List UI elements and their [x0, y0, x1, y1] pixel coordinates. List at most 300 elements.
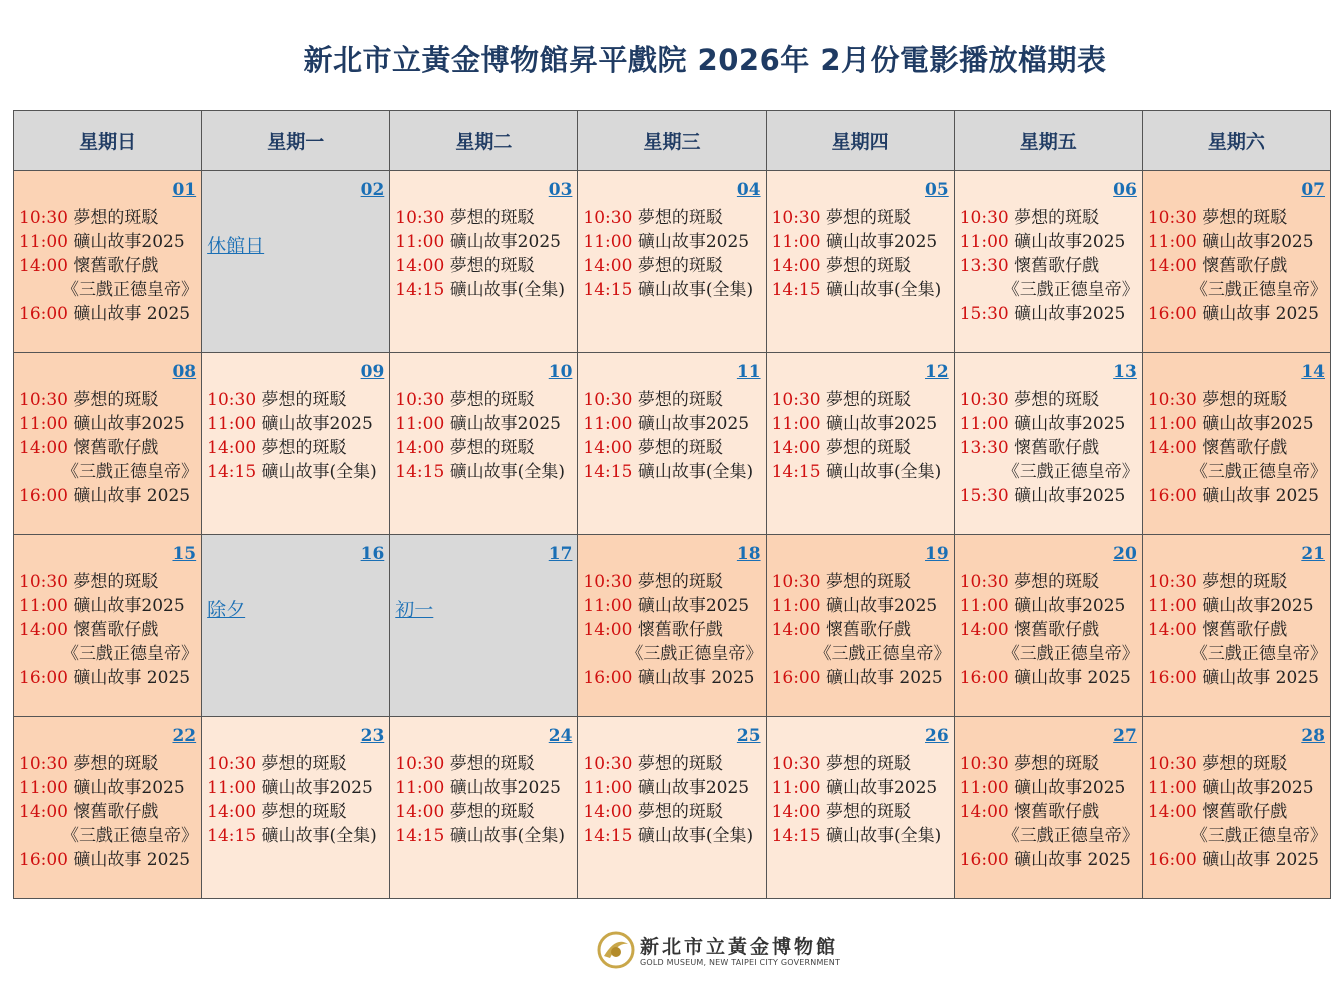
schedule-item — [1143, 254, 1330, 278]
schedule-item — [202, 436, 389, 460]
schedule-item — [1143, 752, 1330, 776]
show-time: 10:30 — [207, 754, 257, 774]
movie-title: 礦山故事2025 — [73, 596, 185, 616]
show-time: 11:00 — [207, 414, 257, 434]
day-number-link[interactable]: 08 — [172, 362, 197, 382]
movie-title: 礦山故事 2025 — [73, 486, 191, 506]
schedule-item — [14, 254, 201, 278]
closed-day-link[interactable]: 初一 — [395, 599, 434, 621]
movie-title: 夢想的斑駁 — [73, 754, 159, 774]
schedule-item — [955, 484, 1142, 508]
movie-title: 《三戲正德皇帝》 — [1002, 644, 1139, 664]
schedule-item — [578, 278, 765, 302]
movie-title: 礦山故事(全集) — [825, 826, 942, 846]
show-time: 11:00 — [583, 778, 633, 798]
movie-title: 懷舊歌仔戲 — [1202, 620, 1288, 640]
day-cell-15 — [14, 535, 201, 716]
movie-title: 礦山故事(全集) — [825, 280, 942, 300]
movie-title: 《三戲正德皇帝》 — [62, 644, 198, 664]
schedule-item — [1143, 206, 1330, 230]
day-cell-24 — [390, 717, 577, 898]
movie-title: 懷舊歌仔戲 — [1202, 256, 1288, 276]
movie-title: 礦山故事2025 — [261, 778, 373, 798]
show-time: 16:00 — [583, 668, 633, 688]
movie-title: 《三戲正德皇帝》 — [62, 826, 198, 846]
show-time: 10:30 — [583, 572, 633, 592]
day-number-link[interactable]: 28 — [1301, 726, 1325, 746]
schedule-item — [578, 776, 765, 800]
movie-title: 《三戲正德皇帝》 — [626, 644, 763, 664]
schedule-item — [955, 642, 1142, 666]
day-number-link[interactable]: 16 — [360, 544, 385, 564]
movie-title: 礦山故事2025 — [825, 596, 938, 616]
day-number-link[interactable]: 04 — [736, 180, 761, 200]
day-number-link[interactable]: 18 — [736, 544, 761, 564]
movie-title: 礦山故事(全集) — [637, 826, 754, 846]
schedule-item — [578, 618, 765, 642]
movie-title: 懷舊歌仔戲 — [1014, 802, 1100, 822]
day-cell-23 — [202, 717, 389, 898]
movie-title: 夢想的斑駁 — [73, 572, 159, 592]
day-cell-13 — [955, 353, 1142, 534]
day-number-link[interactable]: 10 — [548, 362, 573, 382]
logo-english-name: GOLD MUSEUM, NEW TAIPEI CITY GOVERNMENT — [640, 958, 841, 967]
movie-title: 礦山故事2025 — [1014, 778, 1126, 798]
day-cell-05 — [767, 171, 954, 352]
day-cell-03 — [390, 171, 577, 352]
schedule-item — [1143, 800, 1330, 824]
day-cell-17 — [390, 535, 577, 716]
day-number-link[interactable]: 03 — [548, 180, 573, 200]
show-time: 14:15 — [771, 280, 821, 300]
schedule-item — [955, 752, 1142, 776]
schedule-item — [14, 594, 201, 618]
show-time: 14:00 — [771, 620, 821, 640]
schedule-item — [767, 642, 954, 666]
movie-title: 礦山故事 2025 — [1014, 668, 1131, 688]
movie-title: 夢想的斑駁 — [1202, 572, 1288, 592]
day-cell-19 — [767, 535, 954, 716]
schedule-item — [767, 206, 954, 230]
schedule-item — [955, 436, 1142, 460]
schedule-item — [14, 776, 201, 800]
show-time: 10:30 — [583, 208, 633, 228]
show-time: 11:00 — [771, 596, 821, 616]
schedule-item — [1143, 388, 1330, 412]
movie-title: 夢想的斑駁 — [261, 390, 347, 410]
movie-title: 礦山故事(全集) — [637, 280, 754, 300]
movie-title: 夢想的斑駁 — [825, 802, 911, 822]
gold-museum-logo-icon — [596, 930, 636, 970]
schedule-item — [202, 412, 389, 436]
schedule-item — [202, 824, 389, 848]
movie-title: 《三戲正德皇帝》 — [1190, 826, 1327, 846]
schedule-item — [955, 278, 1142, 302]
day-cell-06 — [955, 171, 1142, 352]
schedule-item — [955, 460, 1142, 484]
show-time: 14:00 — [207, 802, 257, 822]
movie-title: 礦山故事 2025 — [1202, 486, 1319, 506]
day-number-link[interactable]: 27 — [1113, 726, 1137, 746]
schedule-item — [390, 278, 577, 302]
show-time: 11:00 — [771, 778, 821, 798]
schedule-item — [955, 824, 1142, 848]
schedule-item — [202, 776, 389, 800]
movie-title: 夢想的斑駁 — [449, 438, 535, 458]
show-time: 11:00 — [395, 414, 445, 434]
movie-title: 懷舊歌仔戲 — [73, 256, 159, 276]
schedule-item — [14, 388, 201, 412]
movie-title: 礦山故事 2025 — [1014, 850, 1131, 870]
show-time: 16:00 — [1147, 486, 1197, 506]
schedule-item — [955, 570, 1142, 594]
movie-title: 夢想的斑駁 — [825, 390, 911, 410]
schedule-item — [1143, 570, 1330, 594]
schedule-item — [14, 618, 201, 642]
day-cell-16 — [202, 535, 389, 716]
show-time: 14:00 — [583, 256, 633, 276]
movie-title: 礦山故事2025 — [1202, 232, 1314, 252]
schedule-item — [14, 666, 201, 690]
show-time: 11:00 — [1147, 778, 1197, 798]
day-number-link[interactable]: 26 — [925, 726, 949, 746]
movie-title: 夢想的斑駁 — [449, 256, 535, 276]
schedule-item — [578, 388, 765, 412]
movie-title: 礦山故事(全集) — [825, 462, 942, 482]
movie-title: 懷舊歌仔戲 — [637, 620, 723, 640]
movie-title: 礦山故事2025 — [449, 414, 561, 434]
day-number-link[interactable]: 07 — [1301, 180, 1325, 200]
movie-title: 《三戲正德皇帝》 — [1002, 462, 1139, 482]
schedule-item — [14, 278, 201, 302]
schedule-item — [955, 618, 1142, 642]
schedule-item — [767, 412, 954, 436]
show-time: 11:00 — [19, 778, 68, 798]
show-time: 14:00 — [19, 256, 68, 276]
schedule-item — [955, 776, 1142, 800]
closed-day-link[interactable]: 休館日 — [207, 235, 265, 257]
schedule-item — [955, 800, 1142, 824]
schedule-item — [202, 800, 389, 824]
show-time: 11:00 — [395, 778, 445, 798]
movie-title: 礦山故事2025 — [73, 232, 185, 252]
movie-title: 礦山故事2025 — [637, 414, 750, 434]
show-time: 16:00 — [959, 850, 1009, 870]
show-time: 11:00 — [959, 232, 1009, 252]
schedule-item — [14, 752, 201, 776]
movie-title: 礦山故事2025 — [73, 778, 185, 798]
show-time: 10:30 — [959, 754, 1009, 774]
movie-title: 夢想的斑駁 — [73, 390, 159, 410]
movie-title: 懷舊歌仔戲 — [1202, 438, 1288, 458]
day-cell-22 — [14, 717, 201, 898]
movie-title: 《三戲正德皇帝》 — [1190, 462, 1327, 482]
movie-title: 礦山故事 2025 — [1202, 304, 1319, 324]
show-time: 10:30 — [395, 754, 445, 774]
schedule-item — [578, 206, 765, 230]
day-cell-18 — [578, 535, 765, 716]
schedule-item — [767, 618, 954, 642]
page-title: 新北市立黃金博物館昇平戲院 2026年 2月份電影播放檔期表 — [303, 43, 1107, 77]
schedule-item — [767, 824, 954, 848]
day-number-link[interactable]: 13 — [1113, 362, 1137, 382]
movie-title: 《三戲正德皇帝》 — [1002, 826, 1139, 846]
movie-title: 夢想的斑駁 — [1202, 390, 1288, 410]
show-time: 10:30 — [959, 572, 1009, 592]
schedule-item — [578, 460, 765, 484]
day-number-link[interactable]: 15 — [172, 544, 197, 564]
movie-title: 《三戲正德皇帝》 — [1002, 280, 1139, 300]
movie-title: 夢想的斑駁 — [73, 208, 159, 228]
museum-logo — [596, 930, 841, 974]
day-number-link[interactable]: 25 — [736, 726, 761, 746]
schedule-item — [767, 594, 954, 618]
schedule-item — [390, 412, 577, 436]
show-time: 10:30 — [1147, 572, 1197, 592]
show-time: 14:00 — [1147, 620, 1197, 640]
movie-title: 礦山故事(全集) — [449, 826, 565, 846]
movie-title: 夢想的斑駁 — [449, 208, 535, 228]
schedule-item — [1143, 618, 1330, 642]
day-number-link[interactable]: 09 — [360, 362, 385, 382]
day-number-link[interactable]: 17 — [548, 544, 573, 564]
show-time: 16:00 — [1147, 668, 1197, 688]
schedule-item — [1143, 278, 1330, 302]
schedule-item — [767, 570, 954, 594]
day-cell-20 — [955, 535, 1142, 716]
movie-title: 夢想的斑駁 — [637, 572, 723, 592]
show-time: 16:00 — [19, 668, 68, 688]
movie-title: 夢想的斑駁 — [825, 438, 911, 458]
movie-title: 礦山故事 2025 — [73, 304, 191, 324]
calendar-grid — [13, 110, 1331, 899]
day-number-link[interactable]: 01 — [172, 180, 197, 200]
schedule-item — [955, 412, 1142, 436]
show-time: 16:00 — [1147, 850, 1197, 870]
movie-title: 礦山故事2025 — [637, 596, 750, 616]
schedule-item — [14, 848, 201, 872]
movie-title: 《三戲正德皇帝》 — [62, 462, 198, 482]
day-number-link[interactable]: 05 — [925, 180, 949, 200]
schedule-item — [767, 388, 954, 412]
show-time: 10:30 — [771, 390, 821, 410]
schedule-item — [1143, 412, 1330, 436]
show-time: 11:00 — [959, 778, 1009, 798]
movie-title: 夢想的斑駁 — [637, 754, 723, 774]
logo-chinese-name: 新北市立黃金博物館 — [640, 936, 839, 958]
day-cell-09 — [202, 353, 389, 534]
schedule-item — [14, 460, 201, 484]
movie-title: 夢想的斑駁 — [261, 754, 347, 774]
schedule-item — [767, 278, 954, 302]
show-time: 10:30 — [19, 572, 68, 592]
show-time: 10:30 — [771, 572, 821, 592]
movie-title: 夢想的斑駁 — [1014, 754, 1100, 774]
show-time: 10:30 — [1147, 754, 1197, 774]
movie-title: 夢想的斑駁 — [261, 802, 347, 822]
show-time: 14:00 — [583, 620, 633, 640]
show-time: 14:15 — [207, 826, 257, 846]
show-time: 14:00 — [771, 256, 821, 276]
show-time: 16:00 — [19, 850, 68, 870]
schedule-item — [578, 254, 765, 278]
show-time: 10:30 — [207, 390, 257, 410]
show-time: 11:00 — [19, 232, 68, 252]
movie-title: 礦山故事 2025 — [1202, 850, 1319, 870]
schedule-item — [14, 642, 201, 666]
show-time: 15:30 — [959, 304, 1009, 324]
weekday-header: 星期三 — [578, 111, 765, 170]
show-time: 11:00 — [19, 596, 68, 616]
movie-title: 礦山故事2025 — [1014, 232, 1126, 252]
weekday-header: 星期一 — [202, 111, 389, 170]
schedule-item — [14, 436, 201, 460]
day-cell-04 — [578, 171, 765, 352]
show-time: 14:15 — [395, 462, 445, 482]
movie-title: 懷舊歌仔戲 — [1014, 438, 1100, 458]
day-number-link[interactable]: 23 — [360, 726, 385, 746]
schedule-item — [767, 460, 954, 484]
schedule-item — [1143, 484, 1330, 508]
schedule-item — [390, 254, 577, 278]
day-number-link[interactable]: 12 — [925, 362, 949, 382]
schedule-item — [14, 570, 201, 594]
show-time: 14:00 — [395, 256, 445, 276]
movie-title: 懷舊歌仔戲 — [1014, 256, 1100, 276]
movie-title: 礦山故事2025 — [1014, 304, 1126, 324]
movie-title: 礦山故事2025 — [637, 778, 750, 798]
day-number-link[interactable]: 06 — [1113, 180, 1137, 200]
show-time: 10:30 — [959, 208, 1009, 228]
show-time: 14:15 — [207, 462, 257, 482]
day-number-link[interactable]: 24 — [548, 726, 573, 746]
day-number-link[interactable]: 02 — [360, 180, 385, 200]
schedule-item — [390, 776, 577, 800]
movie-title: 懷舊歌仔戲 — [73, 802, 159, 822]
show-time: 10:30 — [771, 754, 821, 774]
show-time: 11:00 — [1147, 232, 1197, 252]
movie-title: 夢想的斑駁 — [1014, 572, 1100, 592]
schedule-item — [955, 594, 1142, 618]
show-time: 16:00 — [771, 668, 821, 688]
show-time: 14:15 — [771, 826, 821, 846]
schedule-item — [390, 436, 577, 460]
schedule-item — [578, 824, 765, 848]
show-time: 11:00 — [959, 596, 1009, 616]
day-number-link[interactable]: 20 — [1113, 544, 1137, 564]
schedule-item — [578, 594, 765, 618]
show-time: 11:00 — [207, 778, 257, 798]
movie-title: 礦山故事(全集) — [449, 280, 565, 300]
schedule-item — [767, 436, 954, 460]
show-time: 15:30 — [959, 486, 1009, 506]
show-time: 14:00 — [19, 620, 68, 640]
day-cell-12 — [767, 353, 954, 534]
schedule-item — [1143, 460, 1330, 484]
schedule-item — [390, 206, 577, 230]
movie-title: 夢想的斑駁 — [1202, 208, 1288, 228]
movie-title: 《三戲正德皇帝》 — [62, 280, 198, 300]
schedule-item — [14, 412, 201, 436]
show-time: 14:00 — [1147, 802, 1197, 822]
show-time: 11:00 — [395, 232, 445, 252]
day-cell-27 — [955, 717, 1142, 898]
movie-title: 礦山故事2025 — [1014, 596, 1126, 616]
movie-title: 夢想的斑駁 — [637, 256, 723, 276]
day-cell-02 — [202, 171, 389, 352]
schedule-item — [14, 206, 201, 230]
show-time: 10:30 — [1147, 208, 1197, 228]
day-number-link[interactable]: 22 — [172, 726, 197, 746]
schedule-item — [578, 230, 765, 254]
movie-title: 礦山故事 2025 — [825, 668, 943, 688]
closed-day-link[interactable]: 除夕 — [207, 599, 246, 621]
day-cell-07 — [1143, 171, 1330, 352]
show-time: 13:30 — [959, 438, 1009, 458]
movie-title: 懷舊歌仔戲 — [73, 620, 159, 640]
movie-title: 夢想的斑駁 — [637, 438, 723, 458]
show-time: 14:00 — [395, 802, 445, 822]
day-cell-08 — [14, 353, 201, 534]
day-cell-10 — [390, 353, 577, 534]
show-time: 11:00 — [959, 414, 1009, 434]
movie-title: 礦山故事2025 — [1014, 486, 1126, 506]
show-time: 10:30 — [771, 208, 821, 228]
show-time: 14:15 — [395, 826, 445, 846]
show-time: 14:00 — [19, 438, 68, 458]
show-time: 16:00 — [19, 304, 68, 324]
weekday-header: 星期四 — [767, 111, 954, 170]
schedule-item — [202, 752, 389, 776]
schedule-item — [955, 302, 1142, 326]
show-time: 14:00 — [1147, 256, 1197, 276]
schedule-item — [390, 230, 577, 254]
schedule-item — [1143, 848, 1330, 872]
schedule-item — [390, 388, 577, 412]
schedule-item — [390, 824, 577, 848]
movie-title: 夢想的斑駁 — [261, 438, 347, 458]
day-cell-26 — [767, 717, 954, 898]
movie-title: 懷舊歌仔戲 — [1202, 802, 1288, 822]
schedule-item — [955, 254, 1142, 278]
movie-title: 礦山故事2025 — [825, 232, 938, 252]
day-number-link[interactable]: 19 — [925, 544, 949, 564]
schedule-item — [202, 460, 389, 484]
show-time: 10:30 — [583, 754, 633, 774]
schedule-item — [955, 206, 1142, 230]
day-cell-14 — [1143, 353, 1330, 534]
movie-title: 《三戲正德皇帝》 — [814, 644, 951, 664]
schedule-item — [767, 776, 954, 800]
show-time: 14:15 — [771, 462, 821, 482]
schedule-item — [578, 666, 765, 690]
day-number-link[interactable]: 11 — [736, 362, 761, 382]
weekday-header: 星期五 — [955, 111, 1142, 170]
movie-title: 礦山故事2025 — [449, 232, 561, 252]
schedule-item — [955, 666, 1142, 690]
schedule-item — [14, 484, 201, 508]
movie-title: 礦山故事2025 — [73, 414, 185, 434]
show-time: 11:00 — [583, 596, 633, 616]
movie-title: 夢想的斑駁 — [825, 754, 911, 774]
day-number-link[interactable]: 14 — [1301, 362, 1325, 382]
show-time: 14:00 — [959, 620, 1009, 640]
show-time: 14:00 — [959, 802, 1009, 822]
show-time: 14:00 — [771, 438, 821, 458]
show-time: 11:00 — [1147, 596, 1197, 616]
schedule-item — [1143, 230, 1330, 254]
day-number-link[interactable]: 21 — [1301, 544, 1325, 564]
